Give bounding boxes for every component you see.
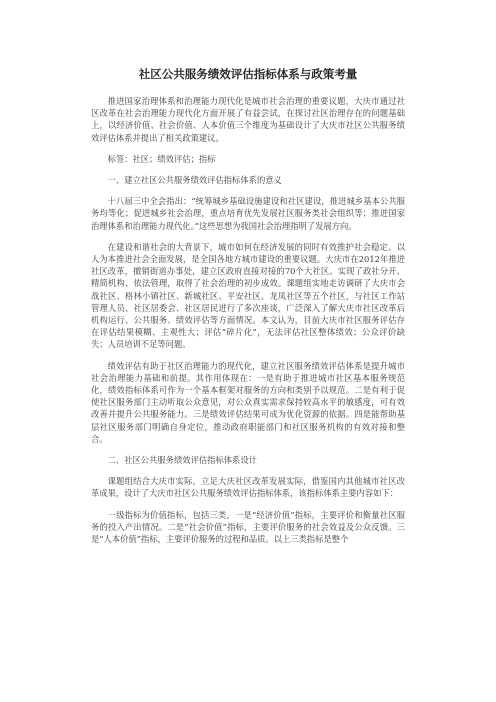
section-1-paragraph-1: 十八届三中全会指出：“统筹城乡基础设施建设和社区建设，推进城乡基本公共服务均等化；促进城乡社会治理，重点培育优先发展社区服务类社会组织等；推进国家治理体系和治理能力现代化。”这些思想为我国社会治理指明了发展方向。 [91,196,405,231]
section-2-paragraph-2: 一级指标为价值指标，包括三类，一是“经济价值”指标，主要评价和衡量社区服务的投入产出情况。二是“社会价值”指标，主要评价服务的社会效益及公众反馈。三是“人本价值”指标，主要评价服务的过程和品质。以上三类指标是整个 [91,509,405,545]
document-title: 社区公共服务绩效评估指标体系与政策考量 [138,67,358,81]
keywords-line: 标签：社区；绩效评估；指标 [107,153,216,164]
section-2-paragraph-1: 课题组结合大庆市实际，立足大庆社区改革发展实际，借鉴国内其他城市社区改革成果，设计了大庆市社区公共服务绩效评估指标体系，该指标体系主要内容如下： [91,476,405,499]
section-2-heading: 二、社区公共服务绩效评估指标体系设计 [107,455,257,466]
section-1-paragraph-3: 绩效评估有助于社区治理能力的现代化，建立社区服务绩效评估体系是提升城市社会治理能力基础和前提。其作用体现在：一是有助于推进城市社区基本服务规范化，绩效指标体系可作为一个基本框架对服务的方向和类别予以规范。二是有利于促使社区服务部门主动听取公众意见，对公众真实需求保持较高水平的敏感度，可有效改善并提升公共服务能力。三是绩效评估结果可成为优化资源的依据。四是能帮助基层社区服务部门明确自身定位，推动政府职能部门和社区服务机构的有效对接和整合。 [91,360,405,444]
section-1-heading: 一、建立社区公共服务绩效评估指标体系的意义 [107,175,282,186]
section-1-paragraph-2: 在建设和谐社会的大背景下，城市如何在经济发展的同时有效推护社会稳定、以人为本推进社会全面发展，是全国各地方城市建设的重要议题。大庆市在2012年推进社区改革，撤销街道办事处，建立区政府直接对接的70个大社区。实现了政社分开、精简机构、依法管理，取得了社会治理的初步成效。课题组实地走访调研了大庆市会战社区、格林小镇社区、新城社区、平安社区、龙凤社区等五个社区，与社区工作站管理人员、社区居委会、社区居民进行了多次座谈，广泛深入了解大庆市社区改革后机构运行、公共服务、绩效评估等方面情况。本文认为，目前大庆市社区服务评估存在评估结果模糊、主观性大；评估“碎片化”，无法评估社区整体绩效；公众评价缺失；人员培训不足等问题。 [91,241,405,350]
abstract-paragraph: 推进国家治理体系和治理能力现代化是城市社会治理的重要议题，大庆市通过社区改革在社会治理能力现代化方面开展了有益尝试，在探讨社区治理存在的问题基础上，以经济价值、社会价值、人本价值三个维度为基础设计了大庆市社区公共服务绩效评估体系并提出了相关政策建议。 [91,96,405,143]
